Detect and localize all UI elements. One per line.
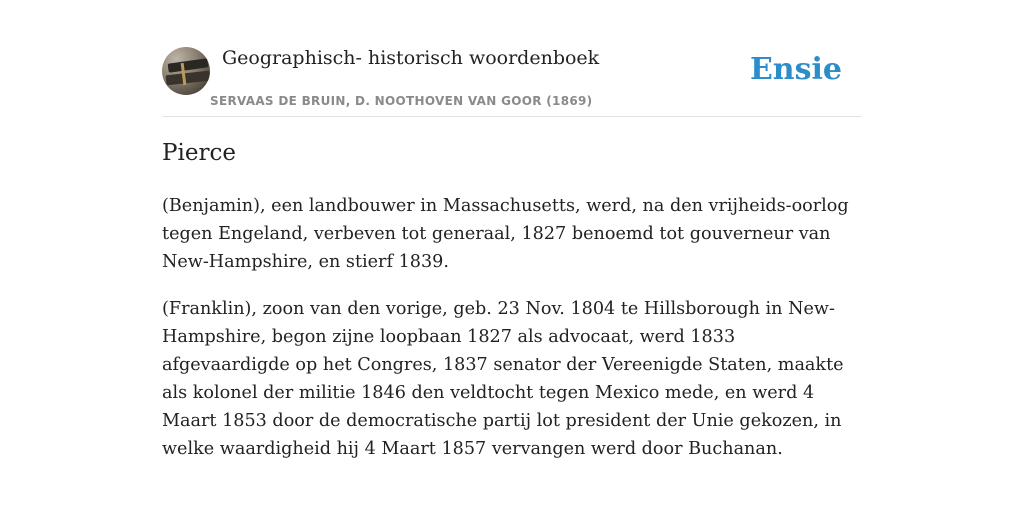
entry-paragraph: (Benjamin), een landbouwer in Massachusetts, werd, na den vrijheids-oorlog tegen Engeland, verbeven tot generaal, 1827 benoemd tot gouverneur van New-Hampshire, en stierf 1839. [162,196,849,272]
book-title-link[interactable]: Geographisch- historisch woordenboek [222,47,600,69]
book-header [162,44,862,117]
book-authors: SERVAAS DE BRUIN, D. NOOTHOVEN VAN GOOR (1869) [210,94,593,108]
book-cover-icon[interactable] [162,47,210,95]
entry-title: Pierce [162,140,236,166]
site-logo[interactable]: Ensie [749,52,842,87]
entry-content [162,192,868,482]
entry-paragraph: (Franklin), zoon van den vorige, geb. 23 Nov. 1804 te Hillsborough in New-Hampshire, begon zijne loopbaan 1827 als advocaat, werd 1833 afgevaardigde op het Congres, 1837 senator der Vereenigde Staten, maakte als kolonel der militie 1846 den veldtocht tegen Mexico mede, en werd 4 Maart 1853 door de democratische partij lot president der Unie gekozen, in welke waardigheid hij 4 Maart 1857 vervangen werd door Buchanan. [162,299,844,459]
